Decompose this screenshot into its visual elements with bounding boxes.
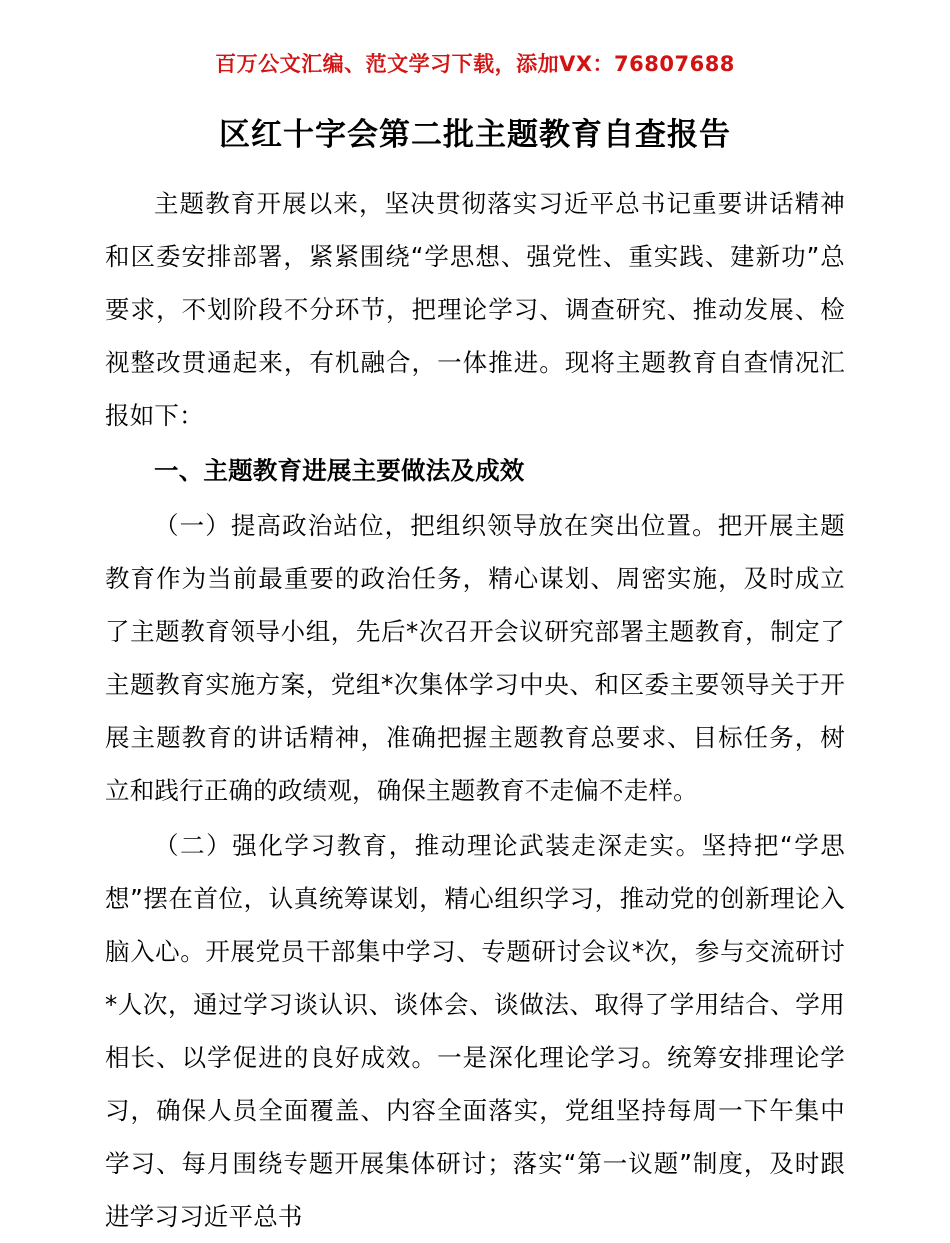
paragraph-subsection-2: （二）强化学习教育，推动理论武装走深走实。坚持把“学思想”摆在首位，认真统筹谋划，精心组织学习，推动党的创新理论入脑入心。开展党员干部集中学习、专题研讨会议*次，参与交流研讨*人次，通过学习谈认识、谈体会、谈做法、取得了学用结合、学用相长、以学促进的良好成效。一是深化理论学习。统筹安排理论学习，确保人员全面覆盖、内容全面落实，党组坚持每周一下午集中学习、每月围绕专题开展集体研讨；落实“第一议题”制度，及时跟进学习习近平总书 [105, 831, 845, 1232]
watermark-text: 百万公文汇编、范文学习下载，添加VX：76807688 [215, 52, 735, 76]
paragraph-intro: 主题教育开展以来，坚决贯彻落实习近平总书记重要讲话精神和区委安排部署，紧紧围绕“学思想、强党性、重实践、建新功”总要求，不划阶段不分环节，把理论学习、调查研究、推动发展、检视整改贯通起来，有机融合，一体推进。现将主题教育自查情况汇报如下： [105, 189, 845, 431]
page-title: 区红十字会第二批主题教育自查报告 [219, 117, 731, 154]
document-body [105, 177, 845, 1243]
paragraph-subsection-1: （一）提高政治站位，把组织领导放在突出位置。把开展主题教育作为当前最重要的政治任务，精心谋划、周密实施，及时成立了主题教育领导小组，先后*次召开会议研究部署主题教育，制定了主题教育实施方案，党组*次集体学习中央、和区委主要领导关于开展主题教育的讲话精神，准确把握主题教育总要求、目标任务，树立和践行正确的政绩观，确保主题教育不走偏不走样。 [105, 511, 845, 806]
section-heading-1: 一、主题教育进展主要做法及成效 [154, 456, 525, 486]
